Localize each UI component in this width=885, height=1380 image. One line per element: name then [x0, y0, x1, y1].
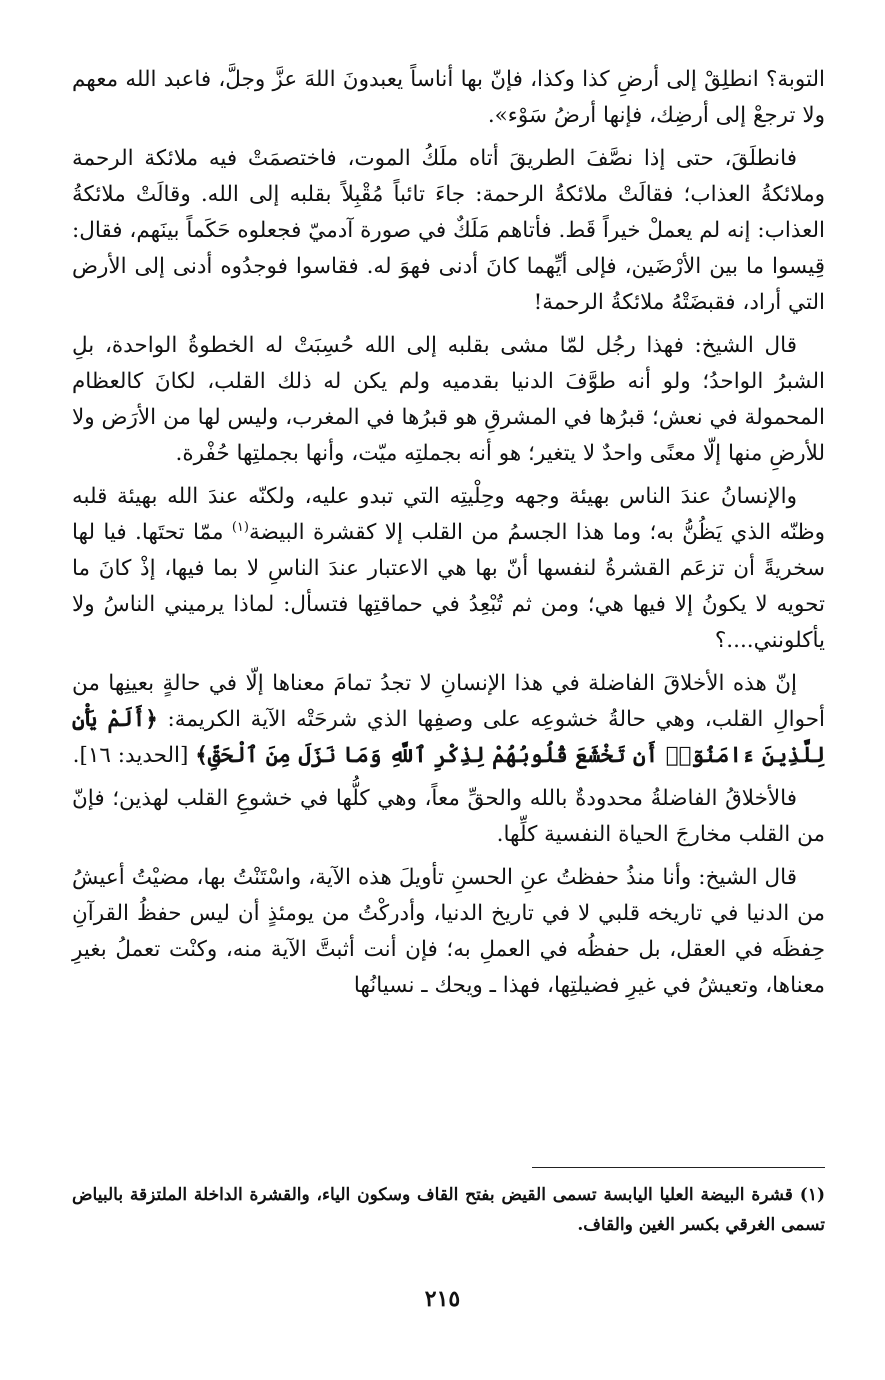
paragraph-4 [72, 479, 825, 659]
verse-citation: [الحديد: ١٦]. [72, 743, 196, 768]
paragraph-1: التوبة؟ انطلِقْ إلى أرضِ كذا وكذا، فإنّ بها أناساً يعبدونَ اللهَ عزَّ وجلَّ، فاعبد الله معهم ولا ترجعْ إلى أرضِك، فإنها أرضُ سَوْء». [72, 67, 825, 128]
paragraph-6: فالأخلاقُ الفاضلةُ محدودةٌ بالله والحقِّ معاً، وهي كلُّها في خشوعِ القلب لهذين؛ فإنّ من القلب مخارجَ الحياة النفسية كلِّها. [72, 786, 825, 847]
paragraph-2: فانطلَقَ، حتى إذا نصَّفَ الطريقَ أتاه ملَكُ الموت، فاختصمَتْ فيه ملائكة الرحمة وملائكةُ العذاب؛ فقالَتْ ملائكةُ الرحمة: جاءَ تائباً مُقْبِلاً بقلبه إلى الله. وقالَتْ ملائكةُ العذاب: إنه لم يعملْ خيراً قَط. فأتاهم مَلَكٌ في صورة آدميّ فجعلوه حَكَماً بينَهم، فقال: قِيسوا ما بين الأرْضَين، فإلى أيِّهما كانَ أدنى فهوَ له. فقاسوا فوجدُوه أدنى إلى الأرض التي أراد، فقبضَتْهُ ملائكةُ الرحمة! [72, 146, 825, 315]
footnote: (١) قشرة البيضة العليا اليابسة تسمى القيض بفتح القاف وسكون الياء، والقشرة الداخلة الملتزقة بالبياض تسمى الغرقي بكسر الغين والقاف. [72, 1185, 825, 1235]
paragraph-7: قال الشيخ: وأنا منذُ حفظتُ عنِ الحسنِ تأويلَ هذه الآية، واسْتَنْتُ بها، مضيْتُ أعيشُ من الدنيا في تاريخه قلبي لا في تاريخ الدنيا، وأدركْتُ من يومئذٍ أن ليس حفظُ القرآنِ حِفظَه في العقل، بل حفظُه في العملِ به؛ فإن أنت أثبتَّ الآية منه، وكنْت تعملُ بغيرِ معناها، وتعيشُ في غيرِ فضيلتِها، فهذا ـ ويحك ـ نسيانُها [72, 865, 825, 998]
paragraph-3: قال الشيخ: فهذا رجُل لمّا مشى بقلبه إلى الله حُسِبَتْ له الخطوةُ الواحدة، بلِ الشبرُ الواحدُ؛ ولو أنه طوَّفَ الدنيا بقدميه ولم يكن له ذلك القلب، لكانَ كالعظام المحمولة في نعش؛ قبرُها في المشرقِ هو قبرُها في المغرب، وليس لها من الأرَض ولا للأرضِ منها إلّا معنًى واحدٌ لا يتغير؛ هو أنه بجملتِه ميّت، وأنها بجملتِها حُفْرة. [72, 333, 825, 466]
paragraph-5 [72, 666, 825, 774]
page-number: ٢١٥ [424, 1286, 461, 1312]
page-body [72, 62, 825, 1011]
footnote-separator [532, 1167, 825, 1168]
paragraph-4-text-after: ممّا تحتَها. فيا لها سخريةً أن تزعَم القشرةُ لنفسها أنّ بها هي الاعتبار عندَ الناسِ لا بما فيها، إذْ كانَ ما تحويه لا يكونُ إلا فيها هي؛ ومن ثم تُبْعِدُ في حماقتِها فتسأل: لماذا يرميني الناسُ ولا يأكلونني....؟ [72, 520, 825, 653]
quran-verse: ﴿أَلَمْ يَأْنِ لِلَّذِينَ ءَامَنُوٓا۟ أَن تَخْشَعَ قُلُوبُهُمْ لِذِكْرِ ٱللَّهِ وَمَا نَزَلَ مِنَ ٱلْحَقِّ﴾ [72, 707, 825, 768]
footnote-reference: (١) [231, 519, 249, 535]
paragraph-5-text-before: إنّ هذه الأخلاقَ الفاضلة في هذا الإنسانِ لا تجدُ تمامَ معناها إلّا في حالةٍ بعينِها من أحوالِ القلب، وهي حالةُ خشوعِه على وصفِها الذي شرحَتْه الآية الكريمة: [72, 671, 825, 732]
paragraph-4-text-before: والإنسانُ عندَ الناس بهيئة وجهه وحِلْيتِه التي تبدو عليه، ولكنّه عندَ الله بهيئة قلبه وظنّه الذي يَظُنُّ به؛ وما هذا الجسمُ من القلب إلا كقشرة البيضة [72, 484, 825, 545]
